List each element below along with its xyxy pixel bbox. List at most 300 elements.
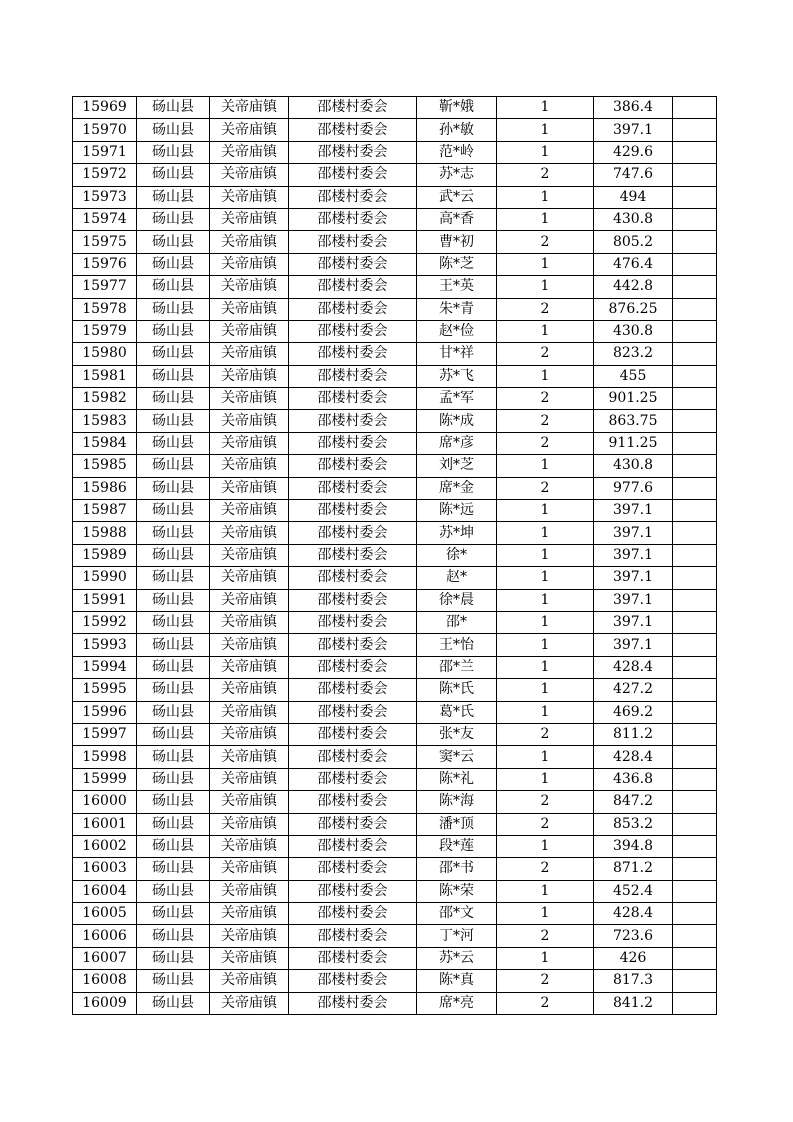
village-cell: 邵楼村委会 xyxy=(289,500,417,522)
name-cell: 赵* xyxy=(417,567,497,589)
town-cell: 关帝庙镇 xyxy=(210,589,289,611)
note-cell xyxy=(673,925,717,947)
amount-cell: 397.1 xyxy=(594,634,673,656)
amount-cell: 452.4 xyxy=(594,880,673,902)
amount-cell: 817.3 xyxy=(594,970,673,992)
town-cell: 关帝庙镇 xyxy=(210,455,289,477)
county-cell: 砀山县 xyxy=(137,880,210,902)
county-cell: 砀山县 xyxy=(137,343,210,365)
row-id-cell: 15992 xyxy=(73,611,137,633)
amount-cell: 853.2 xyxy=(594,813,673,835)
count-cell: 2 xyxy=(497,410,594,432)
county-cell: 砀山县 xyxy=(137,858,210,880)
note-cell xyxy=(673,634,717,656)
note-cell xyxy=(673,500,717,522)
village-cell: 邵楼村委会 xyxy=(289,679,417,701)
table-row xyxy=(73,947,717,969)
note-cell xyxy=(673,231,717,253)
name-cell: 陈*氏 xyxy=(417,679,497,701)
village-cell: 邵楼村委会 xyxy=(289,992,417,1014)
count-cell: 1 xyxy=(497,276,594,298)
row-id-cell: 16006 xyxy=(73,925,137,947)
amount-cell: 863.75 xyxy=(594,410,673,432)
count-cell: 1 xyxy=(497,903,594,925)
county-cell: 砀山县 xyxy=(137,477,210,499)
name-cell: 席*金 xyxy=(417,477,497,499)
row-id-cell: 15994 xyxy=(73,656,137,678)
amount-cell: 428.4 xyxy=(594,903,673,925)
town-cell: 关帝庙镇 xyxy=(210,97,289,119)
amount-cell: 823.2 xyxy=(594,343,673,365)
amount-cell: 427.2 xyxy=(594,679,673,701)
name-cell: 武*云 xyxy=(417,186,497,208)
count-cell: 2 xyxy=(497,343,594,365)
name-cell: 曹*初 xyxy=(417,231,497,253)
village-cell: 邵楼村委会 xyxy=(289,903,417,925)
table-row xyxy=(73,611,717,633)
name-cell: 徐* xyxy=(417,544,497,566)
town-cell: 关帝庙镇 xyxy=(210,611,289,633)
row-id-cell: 15973 xyxy=(73,186,137,208)
row-id-cell: 15998 xyxy=(73,746,137,768)
village-cell: 邵楼村委会 xyxy=(289,656,417,678)
note-cell xyxy=(673,164,717,186)
table-row xyxy=(73,723,717,745)
count-cell: 1 xyxy=(497,208,594,230)
table-row xyxy=(73,455,717,477)
name-cell: 范*岭 xyxy=(417,141,497,163)
name-cell: 张*友 xyxy=(417,723,497,745)
count-cell: 2 xyxy=(497,992,594,1014)
name-cell: 陈*真 xyxy=(417,970,497,992)
county-cell: 砀山县 xyxy=(137,723,210,745)
row-id-cell: 15993 xyxy=(73,634,137,656)
amount-cell: 841.2 xyxy=(594,992,673,1014)
row-id-cell: 16000 xyxy=(73,791,137,813)
note-cell xyxy=(673,298,717,320)
table-row xyxy=(73,477,717,499)
town-cell: 关帝庙镇 xyxy=(210,141,289,163)
row-id-cell: 16003 xyxy=(73,858,137,880)
amount-cell: 397.1 xyxy=(594,567,673,589)
name-cell: 潘*顶 xyxy=(417,813,497,835)
town-cell: 关帝庙镇 xyxy=(210,634,289,656)
count-cell: 1 xyxy=(497,746,594,768)
count-cell: 1 xyxy=(497,947,594,969)
amount-cell: 977.6 xyxy=(594,477,673,499)
table-row xyxy=(73,567,717,589)
name-cell: 陈*成 xyxy=(417,410,497,432)
name-cell: 葛*氏 xyxy=(417,701,497,723)
note-cell xyxy=(673,679,717,701)
village-cell: 邵楼村委会 xyxy=(289,925,417,947)
village-cell: 邵楼村委会 xyxy=(289,970,417,992)
count-cell: 2 xyxy=(497,298,594,320)
row-id-cell: 15987 xyxy=(73,500,137,522)
row-id-cell: 15999 xyxy=(73,768,137,790)
county-cell: 砀山县 xyxy=(137,970,210,992)
town-cell: 关帝庙镇 xyxy=(210,164,289,186)
amount-cell: 397.1 xyxy=(594,119,673,141)
data-table xyxy=(72,96,717,1015)
row-id-cell: 15981 xyxy=(73,365,137,387)
count-cell: 1 xyxy=(497,835,594,857)
amount-cell: 397.1 xyxy=(594,611,673,633)
row-id-cell: 15984 xyxy=(73,432,137,454)
amount-cell: 426 xyxy=(594,947,673,969)
note-cell xyxy=(673,768,717,790)
note-cell xyxy=(673,522,717,544)
county-cell: 砀山县 xyxy=(137,522,210,544)
village-cell: 邵楼村委会 xyxy=(289,276,417,298)
amount-cell: 397.1 xyxy=(594,589,673,611)
village-cell: 邵楼村委会 xyxy=(289,343,417,365)
name-cell: 赵*俭 xyxy=(417,320,497,342)
note-cell xyxy=(673,365,717,387)
table-row xyxy=(73,589,717,611)
county-cell: 砀山县 xyxy=(137,500,210,522)
town-cell: 关帝庙镇 xyxy=(210,701,289,723)
note-cell xyxy=(673,589,717,611)
village-cell: 邵楼村委会 xyxy=(289,320,417,342)
county-cell: 砀山县 xyxy=(137,567,210,589)
village-cell: 邵楼村委会 xyxy=(289,589,417,611)
town-cell: 关帝庙镇 xyxy=(210,768,289,790)
town-cell: 关帝庙镇 xyxy=(210,276,289,298)
count-cell: 1 xyxy=(497,701,594,723)
name-cell: 王*英 xyxy=(417,276,497,298)
village-cell: 邵楼村委会 xyxy=(289,791,417,813)
town-cell: 关帝庙镇 xyxy=(210,970,289,992)
row-id-cell: 16008 xyxy=(73,970,137,992)
amount-cell: 805.2 xyxy=(594,231,673,253)
table-row xyxy=(73,186,717,208)
row-id-cell: 15969 xyxy=(73,97,137,119)
county-cell: 砀山县 xyxy=(137,634,210,656)
row-id-cell: 16001 xyxy=(73,813,137,835)
table-row xyxy=(73,164,717,186)
amount-cell: 397.1 xyxy=(594,522,673,544)
amount-cell: 397.1 xyxy=(594,500,673,522)
count-cell: 1 xyxy=(497,611,594,633)
amount-cell: 428.4 xyxy=(594,746,673,768)
county-cell: 砀山县 xyxy=(137,544,210,566)
village-cell: 邵楼村委会 xyxy=(289,746,417,768)
amount-cell: 901.25 xyxy=(594,388,673,410)
village-cell: 邵楼村委会 xyxy=(289,410,417,432)
town-cell: 关帝庙镇 xyxy=(210,880,289,902)
county-cell: 砀山县 xyxy=(137,365,210,387)
table-row xyxy=(73,701,717,723)
village-cell: 邵楼村委会 xyxy=(289,634,417,656)
count-cell: 2 xyxy=(497,813,594,835)
village-cell: 邵楼村委会 xyxy=(289,253,417,275)
village-cell: 邵楼村委会 xyxy=(289,97,417,119)
table-row xyxy=(73,813,717,835)
count-cell: 2 xyxy=(497,791,594,813)
amount-cell: 430.8 xyxy=(594,320,673,342)
village-cell: 邵楼村委会 xyxy=(289,813,417,835)
name-cell: 王*怡 xyxy=(417,634,497,656)
name-cell: 苏*飞 xyxy=(417,365,497,387)
note-cell xyxy=(673,746,717,768)
town-cell: 关帝庙镇 xyxy=(210,567,289,589)
row-id-cell: 15997 xyxy=(73,723,137,745)
town-cell: 关帝庙镇 xyxy=(210,947,289,969)
table-row xyxy=(73,298,717,320)
town-cell: 关帝庙镇 xyxy=(210,208,289,230)
amount-cell: 469.2 xyxy=(594,701,673,723)
name-cell: 徐*晨 xyxy=(417,589,497,611)
village-cell: 邵楼村委会 xyxy=(289,298,417,320)
note-cell xyxy=(673,880,717,902)
county-cell: 砀山县 xyxy=(137,141,210,163)
name-cell: 苏*坤 xyxy=(417,522,497,544)
table-row xyxy=(73,253,717,275)
village-cell: 邵楼村委会 xyxy=(289,119,417,141)
note-cell xyxy=(673,723,717,745)
count-cell: 1 xyxy=(497,880,594,902)
count-cell: 1 xyxy=(497,656,594,678)
amount-cell: 847.2 xyxy=(594,791,673,813)
county-cell: 砀山县 xyxy=(137,298,210,320)
row-id-cell: 15983 xyxy=(73,410,137,432)
row-id-cell: 15985 xyxy=(73,455,137,477)
town-cell: 关帝庙镇 xyxy=(210,992,289,1014)
county-cell: 砀山县 xyxy=(137,611,210,633)
count-cell: 2 xyxy=(497,723,594,745)
town-cell: 关帝庙镇 xyxy=(210,253,289,275)
note-cell xyxy=(673,970,717,992)
count-cell: 1 xyxy=(497,119,594,141)
village-cell: 邵楼村委会 xyxy=(289,768,417,790)
county-cell: 砀山县 xyxy=(137,410,210,432)
count-cell: 1 xyxy=(497,253,594,275)
village-cell: 邵楼村委会 xyxy=(289,186,417,208)
table-row xyxy=(73,880,717,902)
county-cell: 砀山县 xyxy=(137,253,210,275)
note-cell xyxy=(673,410,717,432)
table-row xyxy=(73,97,717,119)
county-cell: 砀山县 xyxy=(137,947,210,969)
amount-cell: 455 xyxy=(594,365,673,387)
table-row xyxy=(73,768,717,790)
table-row xyxy=(73,432,717,454)
row-id-cell: 15982 xyxy=(73,388,137,410)
table-row xyxy=(73,656,717,678)
village-cell: 邵楼村委会 xyxy=(289,141,417,163)
row-id-cell: 16002 xyxy=(73,835,137,857)
county-cell: 砀山县 xyxy=(137,231,210,253)
count-cell: 2 xyxy=(497,970,594,992)
county-cell: 砀山县 xyxy=(137,320,210,342)
town-cell: 关帝庙镇 xyxy=(210,119,289,141)
note-cell xyxy=(673,701,717,723)
table-row xyxy=(73,925,717,947)
county-cell: 砀山县 xyxy=(137,455,210,477)
name-cell: 邵* xyxy=(417,611,497,633)
name-cell: 陈*礼 xyxy=(417,768,497,790)
name-cell: 孙*敏 xyxy=(417,119,497,141)
note-cell xyxy=(673,656,717,678)
town-cell: 关帝庙镇 xyxy=(210,791,289,813)
row-id-cell: 15975 xyxy=(73,231,137,253)
table-row xyxy=(73,365,717,387)
note-cell xyxy=(673,119,717,141)
count-cell: 1 xyxy=(497,589,594,611)
name-cell: 朱*青 xyxy=(417,298,497,320)
note-cell xyxy=(673,947,717,969)
name-cell: 苏*云 xyxy=(417,947,497,969)
count-cell: 1 xyxy=(497,320,594,342)
village-cell: 邵楼村委会 xyxy=(289,208,417,230)
count-cell: 1 xyxy=(497,544,594,566)
name-cell: 陈*荣 xyxy=(417,880,497,902)
note-cell xyxy=(673,455,717,477)
row-id-cell: 15979 xyxy=(73,320,137,342)
name-cell: 邵*文 xyxy=(417,903,497,925)
town-cell: 关帝庙镇 xyxy=(210,432,289,454)
row-id-cell: 15974 xyxy=(73,208,137,230)
row-id-cell: 15980 xyxy=(73,343,137,365)
note-cell xyxy=(673,208,717,230)
row-id-cell: 15972 xyxy=(73,164,137,186)
name-cell: 靳*娥 xyxy=(417,97,497,119)
table-row xyxy=(73,903,717,925)
row-id-cell: 15989 xyxy=(73,544,137,566)
note-cell xyxy=(673,432,717,454)
town-cell: 关帝庙镇 xyxy=(210,388,289,410)
amount-cell: 876.25 xyxy=(594,298,673,320)
table-row xyxy=(73,791,717,813)
amount-cell: 476.4 xyxy=(594,253,673,275)
county-cell: 砀山县 xyxy=(137,276,210,298)
county-cell: 砀山县 xyxy=(137,992,210,1014)
town-cell: 关帝庙镇 xyxy=(210,410,289,432)
village-cell: 邵楼村委会 xyxy=(289,544,417,566)
town-cell: 关帝庙镇 xyxy=(210,343,289,365)
note-cell xyxy=(673,835,717,857)
county-cell: 砀山县 xyxy=(137,768,210,790)
name-cell: 甘*祥 xyxy=(417,343,497,365)
town-cell: 关帝庙镇 xyxy=(210,231,289,253)
name-cell: 丁*河 xyxy=(417,925,497,947)
note-cell xyxy=(673,858,717,880)
name-cell: 高*香 xyxy=(417,208,497,230)
note-cell xyxy=(673,320,717,342)
village-cell: 邵楼村委会 xyxy=(289,231,417,253)
note-cell xyxy=(673,992,717,1014)
row-id-cell: 16009 xyxy=(73,992,137,1014)
row-id-cell: 15970 xyxy=(73,119,137,141)
table-row xyxy=(73,835,717,857)
village-cell: 邵楼村委会 xyxy=(289,880,417,902)
amount-cell: 386.4 xyxy=(594,97,673,119)
amount-cell: 430.8 xyxy=(594,455,673,477)
count-cell: 2 xyxy=(497,858,594,880)
county-cell: 砀山县 xyxy=(137,679,210,701)
village-cell: 邵楼村委会 xyxy=(289,388,417,410)
town-cell: 关帝庙镇 xyxy=(210,835,289,857)
amount-cell: 442.8 xyxy=(594,276,673,298)
count-cell: 1 xyxy=(497,141,594,163)
town-cell: 关帝庙镇 xyxy=(210,477,289,499)
count-cell: 1 xyxy=(497,455,594,477)
amount-cell: 394.8 xyxy=(594,835,673,857)
row-id-cell: 15988 xyxy=(73,522,137,544)
table-row xyxy=(73,208,717,230)
village-cell: 邵楼村委会 xyxy=(289,164,417,186)
note-cell xyxy=(673,611,717,633)
note-cell xyxy=(673,791,717,813)
note-cell xyxy=(673,477,717,499)
name-cell: 陈*芝 xyxy=(417,253,497,275)
row-id-cell: 15996 xyxy=(73,701,137,723)
village-cell: 邵楼村委会 xyxy=(289,947,417,969)
village-cell: 邵楼村委会 xyxy=(289,723,417,745)
row-id-cell: 16005 xyxy=(73,903,137,925)
town-cell: 关帝庙镇 xyxy=(210,544,289,566)
count-cell: 1 xyxy=(497,679,594,701)
row-id-cell: 16007 xyxy=(73,947,137,969)
note-cell xyxy=(673,253,717,275)
table-row xyxy=(73,276,717,298)
county-cell: 砀山县 xyxy=(137,835,210,857)
table-row xyxy=(73,119,717,141)
table-row xyxy=(73,500,717,522)
village-cell: 邵楼村委会 xyxy=(289,611,417,633)
note-cell xyxy=(673,903,717,925)
row-id-cell: 15995 xyxy=(73,679,137,701)
table-row xyxy=(73,858,717,880)
table-row xyxy=(73,992,717,1014)
count-cell: 1 xyxy=(497,186,594,208)
amount-cell: 871.2 xyxy=(594,858,673,880)
name-cell: 苏*志 xyxy=(417,164,497,186)
village-cell: 邵楼村委会 xyxy=(289,522,417,544)
note-cell xyxy=(673,544,717,566)
county-cell: 砀山县 xyxy=(137,656,210,678)
table-row xyxy=(73,410,717,432)
table-row xyxy=(73,231,717,253)
count-cell: 2 xyxy=(497,388,594,410)
note-cell xyxy=(673,388,717,410)
table-row xyxy=(73,320,717,342)
count-cell: 1 xyxy=(497,500,594,522)
county-cell: 砀山县 xyxy=(137,589,210,611)
name-cell: 孟*军 xyxy=(417,388,497,410)
count-cell: 2 xyxy=(497,477,594,499)
table-row xyxy=(73,343,717,365)
town-cell: 关帝庙镇 xyxy=(210,723,289,745)
town-cell: 关帝庙镇 xyxy=(210,679,289,701)
amount-cell: 430.8 xyxy=(594,208,673,230)
amount-cell: 436.8 xyxy=(594,768,673,790)
village-cell: 邵楼村委会 xyxy=(289,701,417,723)
row-id-cell: 15976 xyxy=(73,253,137,275)
amount-cell: 397.1 xyxy=(594,544,673,566)
table-row xyxy=(73,544,717,566)
village-cell: 邵楼村委会 xyxy=(289,432,417,454)
row-id-cell: 15990 xyxy=(73,567,137,589)
county-cell: 砀山县 xyxy=(137,97,210,119)
town-cell: 关帝庙镇 xyxy=(210,813,289,835)
town-cell: 关帝庙镇 xyxy=(210,500,289,522)
row-id-cell: 15971 xyxy=(73,141,137,163)
table-row xyxy=(73,634,717,656)
amount-cell: 811.2 xyxy=(594,723,673,745)
amount-cell: 723.6 xyxy=(594,925,673,947)
